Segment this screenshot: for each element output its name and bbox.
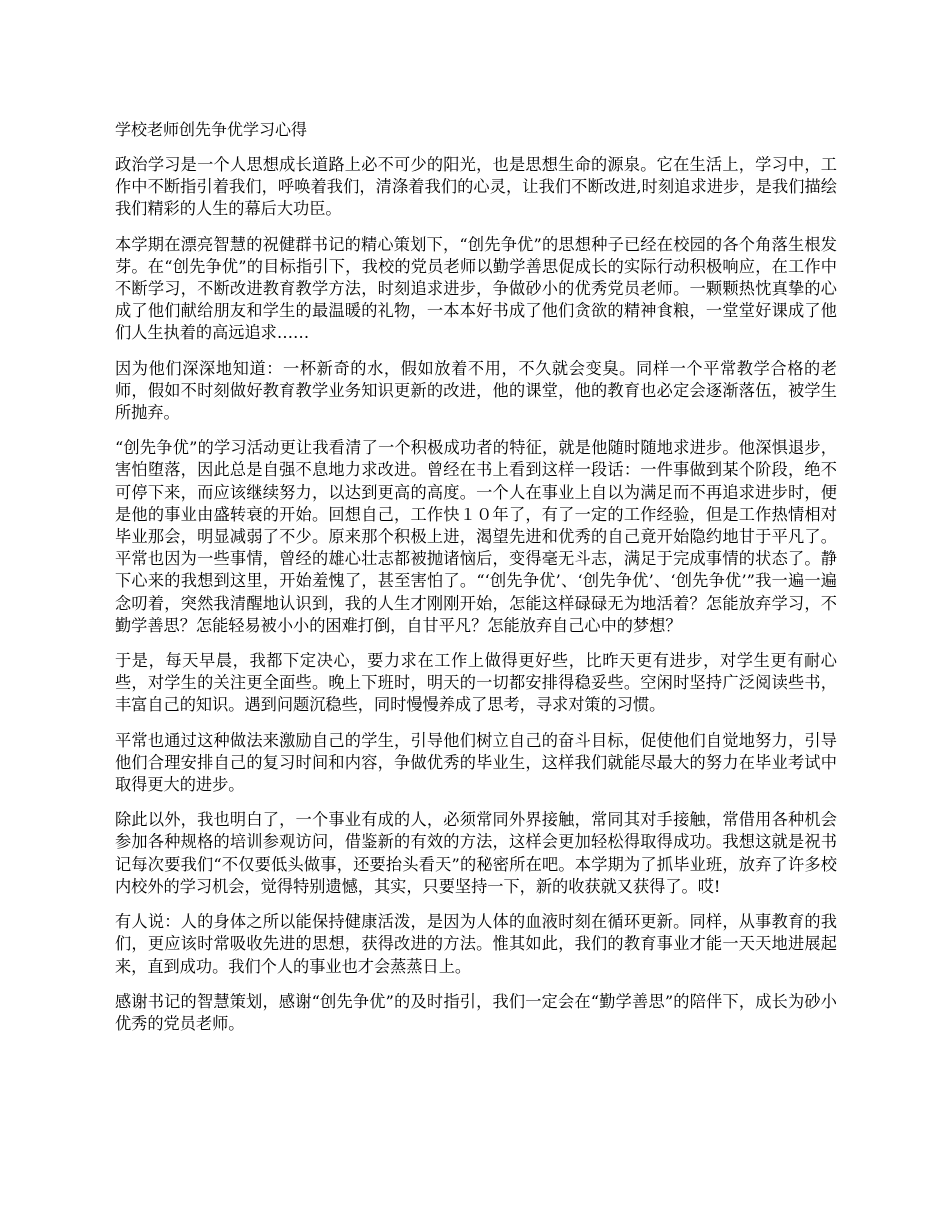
paragraph-4: “创先争优”的学习活动更让我看清了一个积极成功者的特征，就是他随时随地求进步。他深惧退步，害怕堕落，因此总是自强不息地力求改进。曾经在书上看到这样一段话：一件事做到某个阶段，绝不可停下来，而应该继续努力，以达到更高的高度。一个人在事业上自以为满足而不再追求进步时，便是他的事业由盛转衰的开始。回想自己，工作快１０年了，有了一定的工作经验，但是工作热情相对毕业那会，明显减弱了不少。原来那个积极上进，渴望先进和优秀的自己竟开始隐约地甘于平凡了。平常也因为一些事情，曾经的雄心壮志都被抛诸恼后，变得毫无斗志，满足于完成事情的状态了。静下心来的我想到这里，开始羞愧了，甚至害怕了。“‘创先争优’、‘创先争优’、‘创先争优’”我一遍一遍念叨着，突然我清醒地认识到，我的人生才刚刚开始，怎能这样碌碌无为地活着？怎能放弃学习，不勤学善思？怎能轻易被小小的困难打倒，自甘平凡？怎能放弃自己心中的梦想？	[115, 438, 837, 635]
paragraph-5: 于是，每天早晨，我都下定决心，要力求在工作上做得更好些，比昨天更有进步，对学生更有耐心些，对学生的关注更全面些。晚上下班时，明天的一切都安排得稳妥些。空闲时坚持广泛阅读些书，丰富自己的知识。遇到问题沉稳些，同时慢慢养成了思考，寻求对策的习惯。	[115, 651, 837, 715]
paragraph-2: 本学期在漂亮智慧的祝健群书记的精心策划下，“创先争优”的思想种子已经在校园的各个角落生根发芽。在“创先争优”的目标指引下，我校的党员老师以勤学善思促成长的实际行动积极响应，在工作中不断学习，不断改进教育教学方法，时刻追求进步，争做砂小的优秀党员老师。一颗颗热忱真挚的心成了他们献给朋友和学生的最温暖的礼物，一本本好书成了他们贪欲的精神食粮，一堂堂好课成了他们人生执着的高远追求……	[115, 234, 837, 343]
document-title: 学校老师创先争优学习心得	[115, 120, 308, 139]
paragraph-8: 有人说：人的身体之所以能保持健康活泼，是因为人体的血液时刻在循环更新。同样，从事教育的我们，更应该时常吸收先进的思想，获得改进的方法。惟其如此，我们的教育事业才能一天天地进展起来，直到成功。我们个人的事业也才会蒸蒸日上。	[115, 912, 837, 976]
paragraph-6: 平常也通过这种做法来激励自己的学生，引导他们树立自己的奋斗目标，促使他们自觉地努力，引导他们合理安排自己的复习时间和内容，争做优秀的毕业生，这样我们就能尽最大的努力在毕业考试中取得更大的进步。	[115, 730, 837, 795]
paragraph-7: 除此以外，我也明白了，一个事业有成的人，必须常同外界接触，常同其对手接触，常借用各种机会参加各种规格的培训参观访问，借鉴新的有效的方法，这样会更加轻松得取得成功。我想这就是祝书记每次要我们“不仅要低头做事，还要抬头看天”的秘密所在吧。本学期为了抓毕业班，放弃了许多校内校外的学习机会，觉得特别遗憾，其实，只要坚持一下，新的收获就又获得了。哎!	[115, 810, 837, 896]
paragraph-9: 感谢书记的智慧策划，感谢“创先争优”的及时指引，我们一定会在“勤学善思”的陪伴下，成长为砂小优秀的党员老师。	[115, 991, 837, 1033]
paragraph-3: 因为他们深深地知道：一杯新奇的水，假如放着不用，不久就会变臭。同样一个平常教学合格的老师，假如不时刻做好教育教学业务知识更新的改进，他的课堂，他的教育也必定会逐渐落伍，被学生所抛弃。	[115, 358, 837, 423]
document-page	[115, 119, 837, 1048]
paragraph-1: 政治学习是一个人思想成长道路上必不可少的阳光，也是思想生命的源泉。它在生活上，学习中，工作中不断指引着我们，呼唤着我们，清涤着我们的心灵，让我们不断改进,时刻追求进步，是我们描绘我们精彩的人生的幕后大功臣。	[115, 155, 837, 219]
